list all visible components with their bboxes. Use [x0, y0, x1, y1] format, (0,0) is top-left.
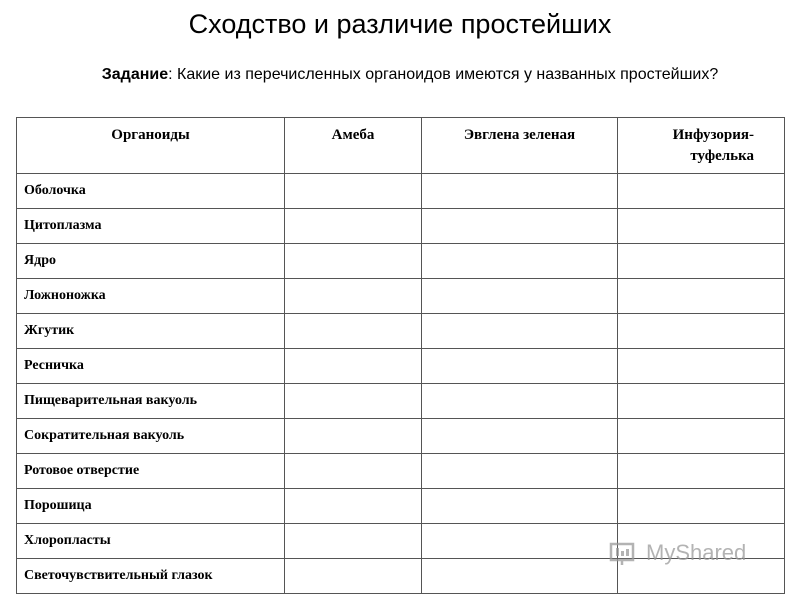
answer-cell[interactable] — [285, 314, 422, 349]
answer-cell[interactable] — [618, 174, 785, 209]
row-label: Хлоропласты — [17, 524, 285, 559]
table-row — [17, 419, 785, 454]
answer-cell[interactable] — [285, 349, 422, 384]
watermark — [608, 538, 778, 568]
answer-cell[interactable] — [422, 489, 618, 524]
answer-cell[interactable] — [618, 209, 785, 244]
table-row — [17, 489, 785, 524]
answer-cell[interactable] — [285, 279, 422, 314]
answer-cell[interactable] — [422, 349, 618, 384]
answer-cell[interactable] — [618, 384, 785, 419]
table-row — [17, 349, 785, 384]
answer-cell[interactable] — [285, 524, 422, 559]
answer-cell[interactable] — [618, 349, 785, 384]
answer-cell[interactable] — [618, 279, 785, 314]
answer-cell[interactable] — [285, 489, 422, 524]
answer-cell[interactable] — [618, 489, 785, 524]
answer-cell[interactable] — [285, 244, 422, 279]
answer-cell[interactable] — [285, 454, 422, 489]
row-label: Ядро — [17, 244, 285, 279]
row-label: Цитоплазма — [17, 209, 285, 244]
answer-cell[interactable] — [285, 174, 422, 209]
answer-cell[interactable] — [618, 454, 785, 489]
answer-cell[interactable] — [422, 419, 618, 454]
row-label: Пищеварительная вакуоль — [17, 384, 285, 419]
answer-cell[interactable] — [285, 384, 422, 419]
row-label: Оболочка — [17, 174, 285, 209]
row-label: Жгутик — [17, 314, 285, 349]
row-label: Ложноножка — [17, 279, 285, 314]
header-infusoria: Инфузория-туфелька — [618, 118, 785, 174]
answer-cell[interactable] — [285, 209, 422, 244]
header-ameba: Амеба — [285, 118, 422, 174]
answer-cell[interactable] — [618, 314, 785, 349]
answer-cell[interactable] — [422, 279, 618, 314]
answer-cell[interactable] — [422, 314, 618, 349]
header-euglena: Эвглена зеленая — [422, 118, 618, 174]
table-row — [17, 209, 785, 244]
table-row — [17, 174, 785, 209]
task-question: : Какие из перечисленных органоидов имеются у названных простейших? — [168, 66, 719, 83]
table-row — [17, 314, 785, 349]
watermark-text: MyShared — [646, 540, 747, 565]
answer-cell[interactable] — [285, 419, 422, 454]
answer-cell[interactable] — [422, 454, 618, 489]
answer-cell[interactable] — [422, 209, 618, 244]
header-organoids: Органоиды — [17, 118, 285, 174]
answer-cell[interactable] — [285, 559, 422, 594]
answer-cell[interactable] — [422, 174, 618, 209]
table-row — [17, 279, 785, 314]
answer-cell[interactable] — [422, 559, 618, 594]
table-row — [17, 384, 785, 419]
row-label: Светочувствительный глазок — [17, 559, 285, 594]
page-title: Сходство и различие простейших — [188, 9, 612, 39]
row-label: Ресничка — [17, 349, 285, 384]
task-text — [60, 62, 760, 87]
row-label: Порошица — [17, 489, 285, 524]
organoids-table — [16, 117, 785, 594]
table-row — [17, 244, 785, 279]
answer-cell[interactable] — [618, 419, 785, 454]
row-label: Ротовое отверстие — [17, 454, 285, 489]
answer-cell[interactable] — [422, 244, 618, 279]
table-row — [17, 454, 785, 489]
table-body — [17, 174, 785, 594]
answer-cell[interactable] — [422, 524, 618, 559]
row-label: Сократительная вакуоль — [17, 419, 285, 454]
answer-cell[interactable] — [618, 244, 785, 279]
answer-cell[interactable] — [422, 384, 618, 419]
task-label: Задание — [101, 66, 169, 83]
myshared-logo-icon — [608, 539, 642, 567]
table-header-row — [17, 118, 785, 174]
